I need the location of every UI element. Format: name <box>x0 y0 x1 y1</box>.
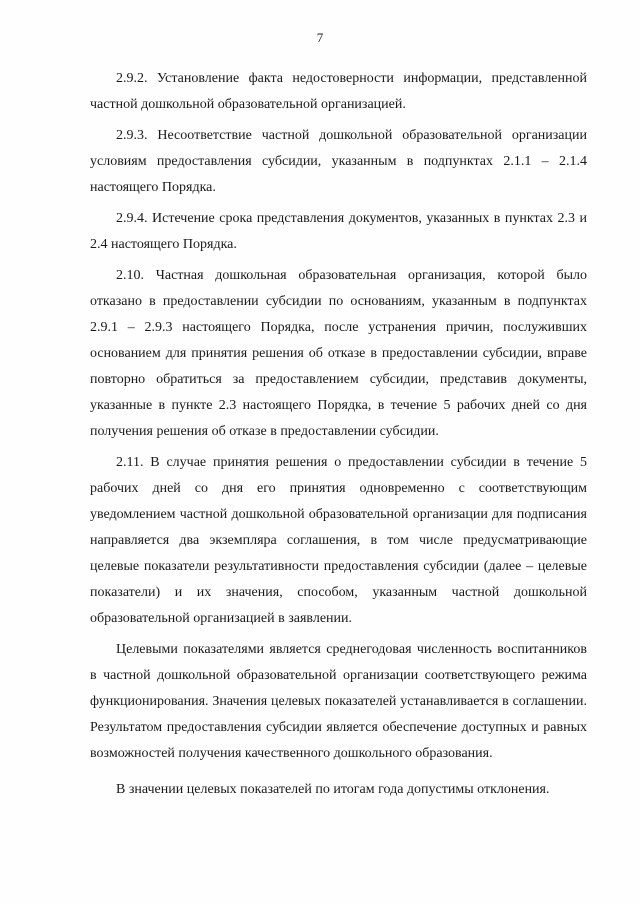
paragraph-2-10: 2.10. Частная дошкольная образовательная организация, которой было отказано в предоставлении субсидии по основаниям, указанным в подпунктах 2.9.1 – 2.9.3 настоящего Порядка, после устранения причин, послуживших основанием для принятия решения об отказе в предоставлении субсидии, вправе повторно обратиться за предоставлением субсидии, представив документы, указанные в пункте 2.3 настоящего Порядка, в течение 5 рабочих дней со дня получения решения об отказе в предоставлении субсидии. <box>90 268 587 439</box>
paragraph-2-9-4: 2.9.4. Истечение срока представления документов, указанных в пунктах 2.3 и 2.4 настоящего Порядка. <box>90 211 587 252</box>
paragraph-2-9-2: 2.9.2. Установление факта недостоверности информации, представленной частной дошкольной образовательной организацией. <box>90 71 587 112</box>
document-body <box>90 66 587 803</box>
page-number: 7 <box>316 30 324 45</box>
paragraph-2-11: 2.11. В случае принятия решения о предоставлении субсидии в течение 5 рабочих дней со дня его принятия одновременно с соответствующим уведомлением частной дошкольной образовательной организации для подписания направляется два экземпляра соглашения, в том числе предусматривающие целевые показатели результативности предоставления субсидии (далее – целевые показатели) и их значения, способом, указанным частной дошкольной образовательной организацией в заявлении. <box>90 455 587 626</box>
paragraph-deviations: В значении целевых показателей по итогам года допустимы отклонения. <box>116 782 550 797</box>
paragraph-2-9-3: 2.9.3. Несоответствие частной дошкольной образовательной организации условиям предоставления субсидии, указанным в подпунктах 2.1.1 – 2.1.4 настоящего Порядка. <box>90 128 587 195</box>
paragraph-target-indicators: Целевыми показателями является среднегодовая численность воспитанников в частной дошкольной образовательной организации соответствующего режима функционирования. Значения целевых показателей устанавливается в соглашении. Результатом предоставления субсидии является обеспечение доступных и равных возможностей получения качественного дошкольного образования. <box>90 642 587 761</box>
